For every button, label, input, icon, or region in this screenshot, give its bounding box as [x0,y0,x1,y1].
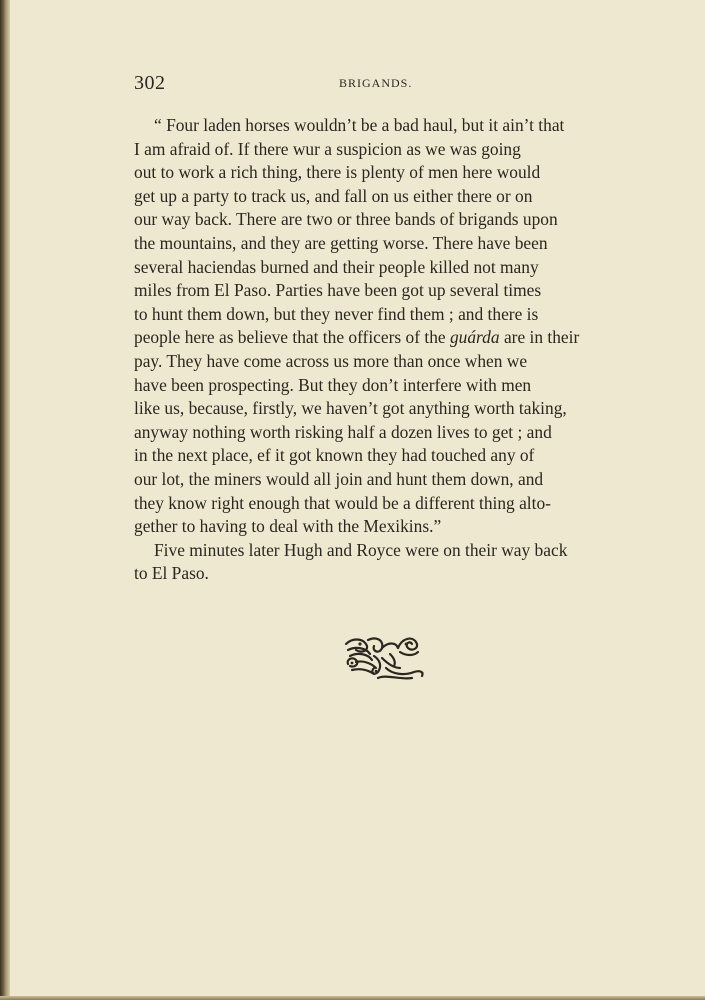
floral-tailpiece-ornament-icon [342,634,426,682]
paragraph [134,114,628,539]
text-fragment: people here as believe that the officers of the [134,327,446,348]
page-bottom-edge [0,996,705,1000]
page-number: 302 [134,72,166,94]
text-line: have been prospecting. But they don’t interfere with men [134,374,532,395]
text-line: gether to having to deal with the Mexikins.” [134,516,442,537]
text-line: anyway nothing worth risking half a dozen lives to get ; and [134,421,552,442]
text-line [134,326,628,350]
italic-word: guárda [449,327,500,348]
text-line: miles from El Paso. Parties have been got up several times [134,280,542,301]
running-title: BRIGANDS. [339,76,413,90]
text-line: several haciendas burned and their people killed not many [134,256,539,277]
text-line: pay. They have come across us more than once when we [134,350,528,371]
paragraph [134,539,628,586]
text-line: “ Four laden horses wouldn’t be a bad haul, but it ain’t that [154,115,565,135]
running-head [134,72,628,96]
text-line: our way back. There are two or three bands of brigands upon [134,209,558,230]
book-gutter [0,0,10,1000]
text-line: to hunt them down, but they never find them ; and there is [134,303,539,324]
text-line: they know right enough that would be a different thing alto- [134,492,551,513]
text-line: Five minutes later Hugh and Royce were on their way back [154,539,568,560]
text-line: our lot, the miners would all join and hunt them down, and [134,468,544,489]
text-line: out to work a rich thing, there is plenty of men here would [134,162,541,183]
text-line: the mountains, and they are getting worse. There have been [134,232,548,253]
body-text [134,114,628,586]
text-line: like us, because, firstly, we haven’t got anything worth taking, [134,398,567,419]
text-line: get up a party to track us, and fall on us either there or on [134,185,533,206]
text-line: to El Paso. [134,563,209,584]
text-fragment: are in their [503,327,580,348]
text-line: I am afraid of. If there wur a suspicion as we was going [134,138,521,159]
text-line: in the next place, ef it got known they had touched any of [134,445,535,466]
